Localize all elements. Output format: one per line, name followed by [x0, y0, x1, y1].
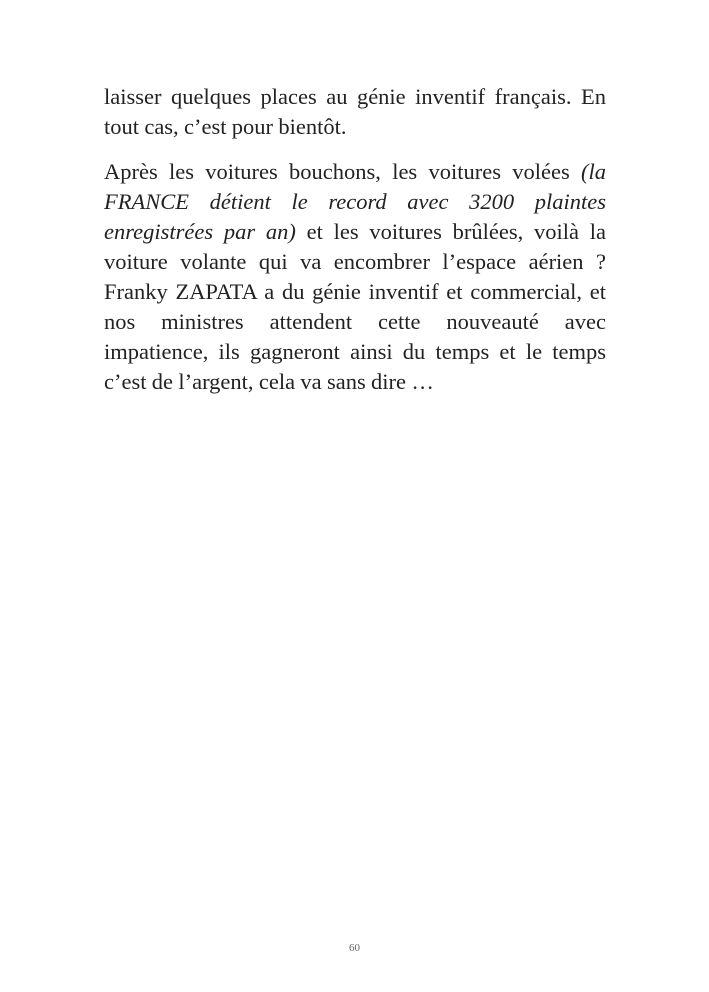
- body-text: [104, 82, 606, 397]
- paragraph-2-text-start: Après les voitures bouchons, les voitures volées: [104, 159, 581, 184]
- paragraph-2-text-end: et les voitures brûlées, voilà la voiture volante qui va encombrer l’espace aérien ? Franky ZAPATA a du génie inventif et commercial, et nos ministres attendent cette nouveauté avec impatience, ils gagneront ainsi du temps et le temps c’est de l’argent, cela va sans dire …: [104, 219, 606, 394]
- paragraph-2-italic-aside: (la FRANCE détient le record avec 3200 plaintes enregistrées par an): [104, 159, 606, 244]
- paragraph-2: [104, 157, 606, 397]
- paragraph-1-text: laisser quelques places au génie inventif français. En tout cas, c’est pour bientôt.: [104, 84, 606, 139]
- page-number: 60: [349, 942, 360, 954]
- paragraph-1: [104, 82, 606, 142]
